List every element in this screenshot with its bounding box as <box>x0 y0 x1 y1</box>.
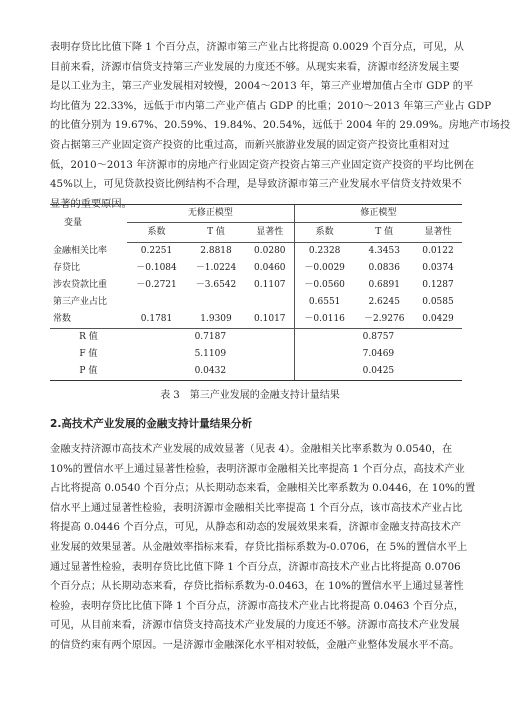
table-cell <box>246 294 295 311</box>
col-header: T 值 <box>186 223 245 243</box>
stat-value-adjusted: 0.8757 <box>294 329 462 347</box>
table-row <box>50 277 462 294</box>
stat-label: F 值 <box>79 349 98 359</box>
stat-value-unadjusted: 0.7187 <box>194 332 227 342</box>
text-line: 的比值分别为 19.67%、20.59%、19.84%、20.54%，远低于 2004 年的 29.09%。房地产市场投 <box>50 120 510 132</box>
row-label: 常数 <box>50 311 127 329</box>
table-cell: 1.9309 <box>186 311 245 329</box>
table-cell: 0.0122 <box>422 246 454 256</box>
table-row <box>50 311 462 329</box>
col-header: 系数 <box>294 223 354 243</box>
text-line: 金融支持济源市高技术产业发展的成效显著（见表 4）。金融相关比率系数为 0.0540，在 <box>50 444 453 455</box>
table-cell: 0.1017 <box>246 311 295 329</box>
text-line: 均比值为 22.33%，远低于市内第二产业产值占 GDP 的比重；2010～2013 年第三产业占 GDP <box>50 100 492 112</box>
body-paragraph <box>50 440 476 656</box>
table-cell: 0.0836 <box>368 263 400 273</box>
col-header: 显著性 <box>246 223 295 243</box>
table-cell: 4.3453 <box>368 246 400 256</box>
group-header-unadjusted: 无修正模型 <box>127 205 295 223</box>
col-header: 系数 <box>127 223 186 243</box>
table-cell: －1.0224 <box>195 263 237 273</box>
table-row <box>50 260 462 277</box>
stat-label: P 值 <box>50 363 127 381</box>
table-caption: 表 3 第三产业发展的金融支持计量结果 <box>160 390 340 401</box>
table-cell: 0.6891 <box>368 280 400 290</box>
table-cell: 0.2328 <box>294 243 354 261</box>
text-line: 资占据第三产业固定资产投资的比重过高，而新兴旅游业发展的固定资产投资比重相对过 <box>50 139 450 151</box>
text-line: 可见，从目前来看，济源市信贷支持高技术产业发展的力度还不够。济源市高技术产业发展 <box>50 620 460 632</box>
text-line: 将提高 0.0446 个百分点，可见，从静态和动态的发展效果来看，济源市金融支持高技术产 <box>50 522 462 534</box>
stats-row <box>50 363 462 381</box>
table-cell: 0.1107 <box>254 280 286 290</box>
stats-row <box>50 346 462 363</box>
table-cell: 0.0429 <box>414 311 462 329</box>
text-line: 占比将提高 0.0540 个百分点；从长期动态来看，金融相关比率系数为 0.0446，在 10%的置 <box>50 483 476 495</box>
row-label: 存贷比 <box>53 263 81 273</box>
text-line: 业发展的效果显著。从金融效率指标来看，存贷比指标系数为-0.0706，在 5%的置信水平上 <box>50 541 468 553</box>
table-cell: 0.0585 <box>422 297 454 307</box>
text-line: 是以工业为主，第三产业发展相对较慢，2004～2013 年，第三产业增加值占全市 GDP 的平 <box>50 81 474 93</box>
table-cell <box>186 294 245 311</box>
text-line: 的信贷约束有两个原因。一是济源市金融深化水平相对较低，金融产业整体发展水平不高。 <box>50 639 460 651</box>
text-line: 信水平上通过显著性检验，表明济源市金融相关比率提高 1 个百分点，该市高技术产业占比 <box>50 502 463 514</box>
text-line: 10%的置信水平上通过显著性检验，表明济源市金融相关比率提高 1 个百分点，高技术产业 <box>50 463 465 475</box>
table-cell: －0.0029 <box>294 260 354 277</box>
section-heading: 2.高技术产业发展的金融支持计量结果分析 <box>50 418 253 430</box>
text-line: 显著的重要原因。 <box>50 198 132 210</box>
stat-value-unadjusted: 5.1109 <box>194 349 227 359</box>
row-label: 涉农贷款比重 <box>53 280 108 290</box>
table-cell: 0.0280 <box>254 246 286 256</box>
table-row <box>50 294 462 311</box>
table-cell: 2.8818 <box>200 246 232 256</box>
table-cell: －0.0116 <box>294 311 354 329</box>
table-row <box>50 243 462 261</box>
row-label: 第三产业占比 <box>53 297 108 307</box>
stat-value-unadjusted: 0.0432 <box>127 363 295 381</box>
row-label: 金融相关比率 <box>53 245 108 256</box>
table-cell: 0.1287 <box>422 280 454 290</box>
text-line: 表明存贷比比值下降 1 个百分点，济源市第三产业占比将提高 0.0029 个百分点，可见，从 <box>50 42 464 53</box>
table-cell: 0.0460 <box>254 263 286 273</box>
table-cell: 2.6245 <box>368 297 400 307</box>
text-line: 45%以上，可见贷款投资比例结构不合理，是导致济源市第三产业发展水平信贷支持效果不 <box>50 179 462 191</box>
stats-row <box>50 329 462 347</box>
text-line: 个百分点；从长期动态来看，存贷比指标系数为-0.0463，在 10%的置信水平上通过显著性 <box>50 581 464 593</box>
stat-label: R 值 <box>79 332 98 342</box>
table-cell: －0.2721 <box>136 280 177 290</box>
text-line: 通过显著性检验，表明存贷比比值下降 1 个百分点，济源市高技术产业占比将提高 0.0706 <box>50 561 461 573</box>
table-cell: －0.1084 <box>136 263 177 273</box>
variable-header: 变量 <box>50 205 127 243</box>
text-line: 检验，表明存贷比比值下降 1 个百分点，济源市高技术产业占比将提高 0.0463 个百分点， <box>50 600 464 612</box>
regression-table <box>50 204 462 381</box>
text-line: 目前来看，济源市信贷支持第三产业发展的力度还不够。从现实来看，济源市经济发展主要 <box>50 61 460 73</box>
stat-value-adjusted: 7.0469 <box>294 346 462 363</box>
text-line: 低，2010～2013 年济源市的房地产行业固定资产投资占第三产业固定资产投资的平均比例在 <box>50 159 475 171</box>
col-header: 显著性 <box>414 223 462 243</box>
table-cell: 0.6551 <box>294 294 354 311</box>
table-cell: 0.2251 <box>140 246 173 256</box>
table-cell: 0.0374 <box>422 263 454 273</box>
table-cell <box>127 294 186 311</box>
table-cell: －3.6542 <box>195 280 237 290</box>
table-cell: －0.0560 <box>294 277 354 294</box>
col-header: T 值 <box>354 223 413 243</box>
stat-value-adjusted: 0.0425 <box>294 363 462 381</box>
group-header-adjusted: 修正模型 <box>294 205 462 223</box>
table-cell: 0.1781 <box>127 311 186 329</box>
intro-paragraph <box>50 38 510 214</box>
table-cell: －2.9276 <box>354 311 413 329</box>
